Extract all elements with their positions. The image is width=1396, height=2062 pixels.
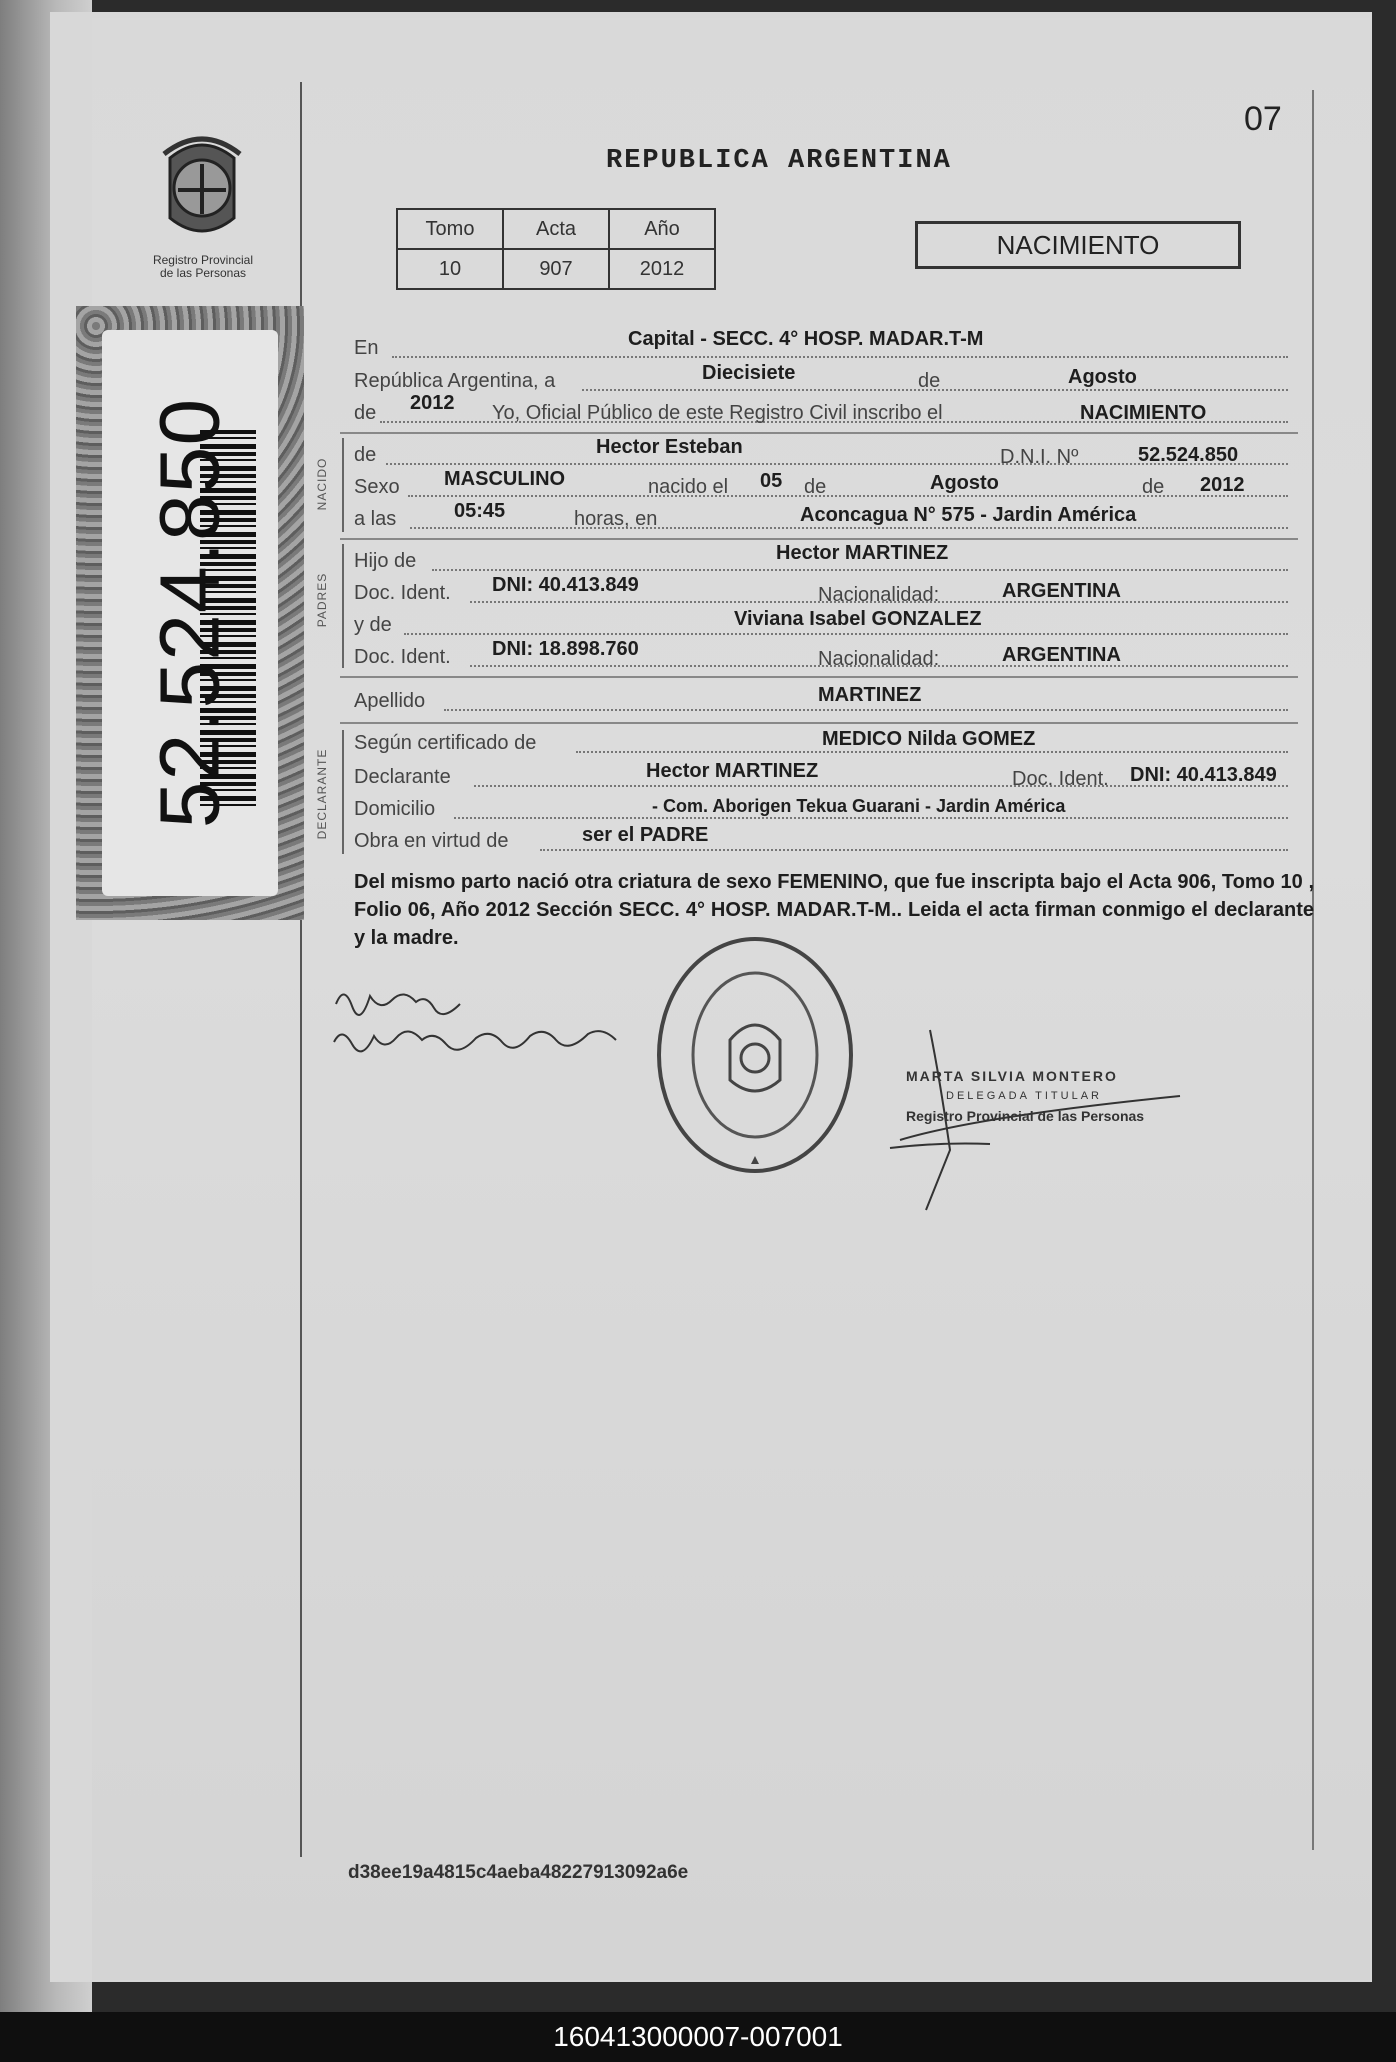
- section-label-nacido: NACIDO: [315, 457, 329, 511]
- official-name: MARTA SILVIA MONTERO: [906, 1068, 1118, 1084]
- record-type-box: NACIMIENTO: [915, 221, 1241, 269]
- birth-day: 05: [760, 470, 783, 492]
- certificate-value: MEDICO Nilda GOMEZ: [822, 728, 1036, 750]
- handwritten-signatures: [330, 982, 630, 1072]
- address-label: Domicilio: [354, 798, 436, 820]
- surname-value: MARTINEZ: [818, 684, 922, 706]
- dotted-line: [432, 569, 1288, 571]
- place-value: Capital - SECC. 4° HOSP. MADAR.T-M: [628, 328, 984, 350]
- place-label: En: [354, 337, 379, 359]
- section-bar: [342, 730, 344, 854]
- mother-name: Viviana Isabel GONZALEZ: [734, 608, 982, 630]
- birth-de-label2: de: [804, 476, 827, 498]
- section-label-declarante: DECLARANTE: [315, 748, 329, 840]
- dotted-line: [454, 817, 1288, 819]
- record-table-value: 10: [397, 249, 503, 289]
- record-table-header: Tomo: [397, 209, 503, 249]
- child-sex: MASCULINO: [444, 468, 566, 490]
- date-month: Agosto: [1068, 366, 1137, 388]
- declarant-value: Hector MARTINEZ: [646, 760, 819, 782]
- son-of-label: Hijo de: [354, 550, 417, 572]
- section-rule: [340, 432, 1298, 434]
- child-dni: 52.524.850: [1138, 444, 1239, 466]
- sex-label: Sexo: [354, 476, 400, 498]
- registry-logo: [140, 128, 264, 248]
- father-doc-label: Doc. Ident.: [354, 582, 451, 604]
- barcode-number: 52.524.850: [142, 397, 237, 829]
- date-day: Diecisiete: [702, 362, 796, 384]
- country-label: República Argentina, a: [354, 370, 556, 392]
- father-nationality-label: Nacionalidad:: [818, 584, 940, 606]
- inscription-type: NACIMIENTO: [1080, 402, 1207, 424]
- born-label: nacido el: [648, 476, 729, 498]
- certificate-label: Según certificado de: [354, 732, 537, 754]
- hours-label: horas, en: [574, 508, 658, 530]
- section-rule: [340, 676, 1298, 678]
- surname-label: Apellido: [354, 690, 426, 712]
- father-name: Hector MARTINEZ: [776, 542, 949, 564]
- logo-text-line2: de las Personas: [159, 266, 247, 280]
- country-title: REPUBLICA ARGENTINA: [606, 146, 952, 176]
- mother-nationality: ARGENTINA: [1002, 644, 1121, 666]
- record-table-value: 907: [503, 249, 609, 289]
- dotted-line: [540, 849, 1288, 851]
- father-nationality: ARGENTINA: [1002, 580, 1121, 602]
- reason-value: ser el PADRE: [582, 824, 709, 846]
- and-label: y de: [354, 614, 392, 636]
- official-registry: Registro Provincial de las Personas: [906, 1108, 1145, 1124]
- birth-time: 05:45: [454, 500, 506, 522]
- father-doc: DNI: 40.413.849: [492, 574, 639, 596]
- footer-identifier: 160413000007-007001: [0, 2012, 1396, 2062]
- child-name: Hector Esteban: [596, 436, 743, 458]
- dotted-line: [392, 356, 1288, 358]
- record-table-header-row: [397, 209, 715, 249]
- reason-label: Obra en virtud de: [354, 830, 509, 852]
- record-table: [396, 208, 716, 290]
- section-rule: [340, 722, 1298, 724]
- birth-place: Aconcagua N° 575 - Jardin América: [800, 504, 1137, 526]
- date-year: 2012: [410, 392, 455, 414]
- document-hash: d38ee19a4815c4aeba48227913092a6e: [348, 1862, 689, 1883]
- birth-de-label: de: [354, 444, 377, 466]
- record-table-value: 2012: [609, 249, 715, 289]
- official-seal: [652, 930, 858, 1180]
- declarant-label: Declarante: [354, 766, 451, 788]
- record-table-value-row: [397, 249, 715, 289]
- dotted-line: [404, 633, 1288, 635]
- birth-de-label3: de: [1142, 476, 1165, 498]
- section-rule: [340, 538, 1298, 540]
- mother-doc: DNI: 18.898.760: [492, 638, 639, 660]
- logo-text-line1: Registro Provincial: [152, 253, 254, 267]
- section-bar: [342, 544, 344, 668]
- year-prefix-label: de: [354, 402, 377, 424]
- official-stamp: [906, 1066, 1144, 1126]
- page-number: 07: [1244, 100, 1282, 138]
- declarant-doc: DNI: 40.413.849: [1130, 764, 1277, 786]
- registry-logo-text: [118, 254, 288, 280]
- declarant-doc-label: Doc. Ident.: [1012, 768, 1109, 790]
- date-de-label: de: [918, 370, 941, 392]
- dni-label: D.N.I. Nº: [1000, 446, 1079, 468]
- official-text: Yo, Oficial Público de este Registro Civil inscribo el: [492, 402, 943, 424]
- time-label: a las: [354, 508, 397, 530]
- mother-doc-label: Doc. Ident.: [354, 646, 451, 668]
- birth-year: 2012: [1200, 474, 1245, 496]
- section-label-padres: PADRES: [315, 572, 329, 628]
- section-bar: [342, 438, 344, 532]
- birth-month: Agosto: [930, 472, 999, 494]
- dotted-line: [576, 751, 1288, 753]
- right-margin-line: [1312, 90, 1314, 1850]
- annotation-paragraph: Del mismo parto nació otra criatura de sexo FEMENINO, que fue inscripta bajo el Acta 906, Tomo 10 , Folio 06, Año 2012 Sección SECC. 4° HOSP. MADAR.T-M.. Leida el acta firman conmigo el declarante y la madre.: [354, 871, 1314, 949]
- address-value: - Com. Aborigen Tekua Guarani - Jardin América: [652, 796, 1066, 816]
- record-table-header: Acta: [503, 209, 609, 249]
- mother-nationality-label: Nacionalidad:: [818, 648, 940, 670]
- official-role: DELEGADA TITULAR: [946, 1090, 1102, 1102]
- dotted-line: [444, 709, 1288, 711]
- record-table-header: Año: [609, 209, 715, 249]
- dotted-line: [410, 527, 1288, 529]
